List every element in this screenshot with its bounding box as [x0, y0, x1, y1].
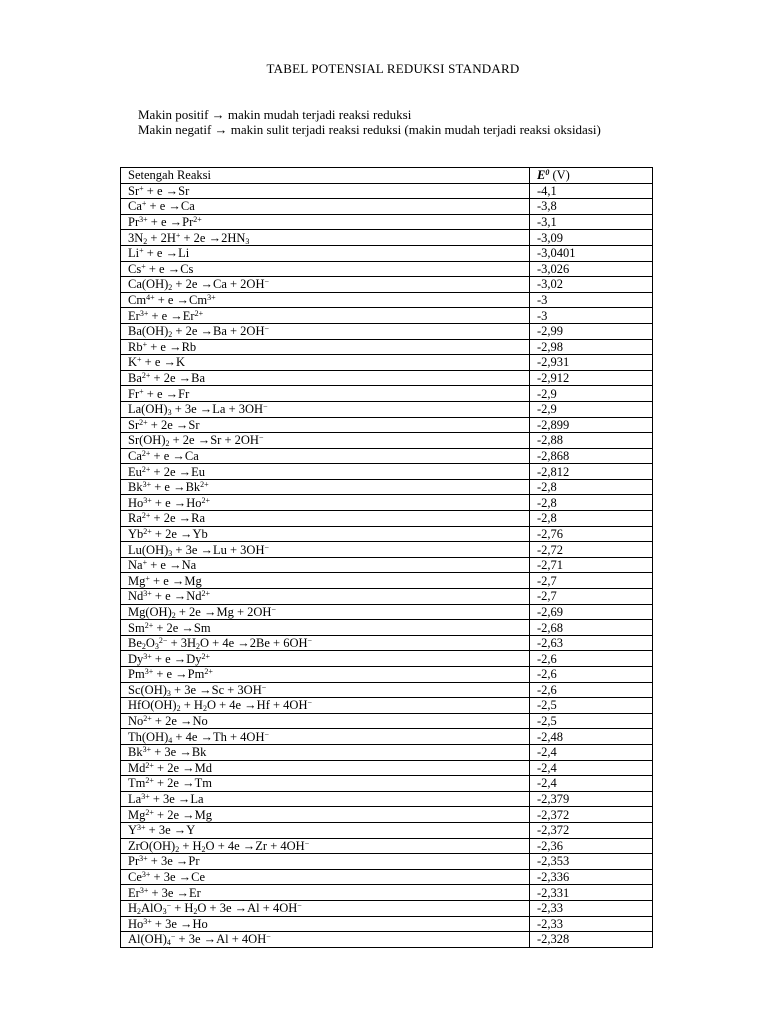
- table-row: [121, 370, 653, 386]
- header-potential-sup: 0: [545, 168, 550, 178]
- reaction-cell: Fr+ + e →Fr: [121, 386, 530, 402]
- table-row: [121, 183, 653, 199]
- table-row: [121, 791, 653, 807]
- potential-cell: -2,99: [530, 323, 653, 339]
- reaction-cell: $Bk^{3+} + e \to Bk^{2+}$: [121, 479, 530, 495]
- table-row: [121, 900, 653, 916]
- table-row: [121, 885, 653, 901]
- table-row: [121, 573, 653, 589]
- table-header-row: [121, 168, 653, 184]
- potential-cell: -2,8: [530, 495, 653, 511]
- table-row: [121, 511, 653, 527]
- table-row: [121, 854, 653, 870]
- table-row: [121, 932, 653, 948]
- table-row: [121, 199, 653, 215]
- potential-cell: -2,69: [530, 604, 653, 620]
- reaction-cell: $Md^{2+} + 2e \to Md$: [121, 760, 530, 776]
- table-row: [121, 838, 653, 854]
- table-row: [121, 682, 653, 698]
- reaction-cell: $Mg(OH)_2 + 2e \to Mg + 2OH^-$: [121, 604, 530, 620]
- table-row: [121, 807, 653, 823]
- potential-cell: -2,379: [530, 791, 653, 807]
- table-row: [121, 635, 653, 651]
- reaction-cell: $HfO(OH)_2 + H_2O + 4e \to Hf + 4OH^-$: [121, 698, 530, 714]
- potential-cell: -2,71: [530, 557, 653, 573]
- intro-notes: [138, 107, 672, 137]
- potential-cell: -2,372: [530, 822, 653, 838]
- potential-cell: -2,912: [530, 370, 653, 386]
- reaction-cell: $Dy^{3+} + e \to Dy^{2+}$: [121, 651, 530, 667]
- potential-cell: -3,026: [530, 261, 653, 277]
- header-potential-unit: (V): [549, 168, 570, 183]
- reaction-cell: $Er^{3+} + e \to Er^{2+}$: [121, 308, 530, 324]
- potential-cell: -2,372: [530, 807, 653, 823]
- potential-cell: -2,5: [530, 713, 653, 729]
- table-row: [121, 667, 653, 683]
- reaction-cell: $Sc(OH)_3 + 3e \to Sc + 3OH^-$: [121, 682, 530, 698]
- header-potential-symbol: E: [537, 168, 546, 183]
- potential-cell: -2,331: [530, 885, 653, 901]
- table-row: [121, 729, 653, 745]
- potential-cell: -2,7: [530, 573, 653, 589]
- reaction-cell: $La^{3+} + 3e \to La$: [121, 791, 530, 807]
- potential-cell: -2,33: [530, 916, 653, 932]
- reaction-cell: $Sr^{2+} + 2e \to Sr$: [121, 417, 530, 433]
- potential-cell: -3,0401: [530, 245, 653, 261]
- reaction-cell: $Ra^{2+} + 2e \to Ra$: [121, 511, 530, 527]
- reaction-cell: $Pr^{3+} + e \to Pr^{2+}$: [121, 214, 530, 230]
- table-row: [121, 245, 653, 261]
- reaction-cell: $Sr(OH)_2 + 2e \to Sr + 2OH^-$: [121, 433, 530, 449]
- table-row: [121, 386, 653, 402]
- potential-cell: -2,48: [530, 729, 653, 745]
- reaction-cell: $Ce^{3+} + 3e \to Ce$: [121, 869, 530, 885]
- reaction-cell: $Bk^{3+} + 3e \to Bk$: [121, 744, 530, 760]
- reaction-cell: $Mg^{2+} + 2e \to Mg$: [121, 807, 530, 823]
- intro-line-negative: Makin negatif → makin sulit terjadi reaksi reduksi (makin mudah terjadi reaksi oksidasi): [138, 122, 601, 137]
- reaction-cell: K+ + e →K: [121, 355, 530, 371]
- potential-cell: -2,68: [530, 620, 653, 636]
- reaction-cell: $Ho^{3+} + e \to Ho^{2+}$: [121, 495, 530, 511]
- potential-cell: -2,5: [530, 698, 653, 714]
- table-row: [121, 323, 653, 339]
- table-row: [121, 557, 653, 573]
- potential-cell: -2,33: [530, 900, 653, 916]
- table-row: [121, 479, 653, 495]
- potential-cell: -3,09: [530, 230, 653, 246]
- table-row: [121, 589, 653, 605]
- table-row: [121, 448, 653, 464]
- table-row: [121, 401, 653, 417]
- reaction-cell: $3N_2 + 2H^+ + 2e \to 2HN_3$: [121, 230, 530, 246]
- table-body: [121, 183, 653, 947]
- reaction-cell: $Cm^{4+} + e \to Cm^{3+}$: [121, 292, 530, 308]
- table-row: [121, 542, 653, 558]
- table-row: [121, 744, 653, 760]
- reduction-potential-table: [120, 167, 653, 948]
- reaction-cell: $Pm^{3+} + e \to Pm^{2+}$: [121, 667, 530, 683]
- reaction-cell: Sr+ + e →Sr: [121, 183, 530, 199]
- reaction-cell: Rb+ + e →Rb: [121, 339, 530, 355]
- reaction-cell: $Yb^{2+} + 2e \to Yb$: [121, 526, 530, 542]
- table-row: [121, 651, 653, 667]
- table-row: [121, 822, 653, 838]
- reaction-cell: $Al(OH)_4^- + 3e \to Al + 4OH^-$: [121, 932, 530, 948]
- potential-cell: -2,72: [530, 542, 653, 558]
- reaction-cell: $Ca^{2+} + e \to Ca$: [121, 448, 530, 464]
- potential-cell: -2,4: [530, 760, 653, 776]
- potential-cell: -3: [530, 308, 653, 324]
- potential-cell: -2,899: [530, 417, 653, 433]
- potential-cell: -2,36: [530, 838, 653, 854]
- document-title: TABEL POTENSIAL REDUKSI STANDARD: [266, 61, 520, 76]
- reaction-cell: $Ba(OH)_2 + 2e \to Ba + 2OH^-$: [121, 323, 530, 339]
- table-row: [121, 261, 653, 277]
- table-row: [121, 277, 653, 293]
- potential-cell: -2,9: [530, 401, 653, 417]
- reaction-cell: $No^{2+} + 2e \to No$: [121, 713, 530, 729]
- potential-cell: -2,6: [530, 667, 653, 683]
- table-row: [121, 433, 653, 449]
- reaction-cell: Li+ + e →Li: [121, 245, 530, 261]
- potential-cell: -2,98: [530, 339, 653, 355]
- table-row: [121, 776, 653, 792]
- potential-cell: -2,868: [530, 448, 653, 464]
- potential-cell: -2,336: [530, 869, 653, 885]
- potential-cell: -2,6: [530, 651, 653, 667]
- reaction-cell: $Ba^{2+} + 2e \to Ba$: [121, 370, 530, 386]
- reaction-cell: $Th(OH)_4 + 4e \to Th + 4OH^-$: [121, 729, 530, 745]
- table-row: [121, 526, 653, 542]
- potential-cell: -2,9: [530, 386, 653, 402]
- potential-cell: -4,1: [530, 183, 653, 199]
- potential-cell: -2,76: [530, 526, 653, 542]
- potential-cell: -2,6: [530, 682, 653, 698]
- reaction-cell: $H_2AlO_3^- + H_2O + 3e \to Al + 4OH^-$: [121, 900, 530, 916]
- reaction-cell: $Nd^{3+} + e \to Nd^{2+}$: [121, 589, 530, 605]
- reaction-cell: Mg+ + e →Mg: [121, 573, 530, 589]
- table-row: [121, 620, 653, 636]
- reaction-cell: $Er^{3+} + 3e \to Er$: [121, 885, 530, 901]
- reaction-cell: $La(OH)_3 + 3e \to La + 3OH^-$: [121, 401, 530, 417]
- table-row: [121, 464, 653, 480]
- reaction-cell: $Y^{3+} + 3e \to Y$: [121, 822, 530, 838]
- potential-cell: -2,812: [530, 464, 653, 480]
- potential-cell: -2,8: [530, 511, 653, 527]
- potential-cell: -3,02: [530, 277, 653, 293]
- table-row: [121, 604, 653, 620]
- table-row: [121, 230, 653, 246]
- table-row: [121, 292, 653, 308]
- potential-cell: -2,931: [530, 355, 653, 371]
- reaction-cell: $ZrO(OH)_2 + H_2O + 4e \to Zr + 4OH^-$: [121, 838, 530, 854]
- potential-cell: -3: [530, 292, 653, 308]
- table-row: [121, 308, 653, 324]
- potential-cell: -2,4: [530, 776, 653, 792]
- table-row: [121, 495, 653, 511]
- table-row: [121, 355, 653, 371]
- header-reaction: Setengah Reaksi: [121, 168, 530, 184]
- reaction-cell: $Tm^{2+} + 2e \to Tm$: [121, 776, 530, 792]
- table-row: [121, 916, 653, 932]
- reaction-cell: $Ho^{3+} + 3e \to Ho$: [121, 916, 530, 932]
- potential-cell: -2,7: [530, 589, 653, 605]
- table-row: [121, 339, 653, 355]
- table-row: [121, 214, 653, 230]
- table-row: [121, 417, 653, 433]
- header-potential: [530, 168, 653, 184]
- reaction-cell: $Eu^{2+} + 2e \to Eu$: [121, 464, 530, 480]
- reaction-cell: $Sm^{2+} + 2e \to Sm$: [121, 620, 530, 636]
- reaction-cell: Cs+ + e →Cs: [121, 261, 530, 277]
- reaction-cell: $Ca(OH)_2 + 2e \to Ca + 2OH^-$: [121, 277, 530, 293]
- reaction-cell: Na+ + e →Na: [121, 557, 530, 573]
- potential-cell: -2,4: [530, 744, 653, 760]
- potential-cell: -2,353: [530, 854, 653, 870]
- table-row: [121, 713, 653, 729]
- potential-cell: -2,8: [530, 479, 653, 495]
- table-row: [121, 698, 653, 714]
- reaction-cell: $Lu(OH)_3 + 3e \to Lu + 3OH^-$: [121, 542, 530, 558]
- potential-cell: -2,63: [530, 635, 653, 651]
- potential-cell: -2,88: [530, 433, 653, 449]
- table-row: [121, 869, 653, 885]
- potential-cell: -3,1: [530, 214, 653, 230]
- reaction-cell: Ca+ + e →Ca: [121, 199, 530, 215]
- reaction-cell: $Be_2O_3^{2-} + 3H_2O + 4e \to 2Be + 6OH^-$: [121, 635, 530, 651]
- intro-line-positive: Makin positif → makin mudah terjadi reaksi reduksi: [138, 107, 412, 122]
- potential-cell: -2,328: [530, 932, 653, 948]
- potential-cell: -3,8: [530, 199, 653, 215]
- table-row: [121, 760, 653, 776]
- reaction-cell: $Pr^{3+} + 3e \to Pr$: [121, 854, 530, 870]
